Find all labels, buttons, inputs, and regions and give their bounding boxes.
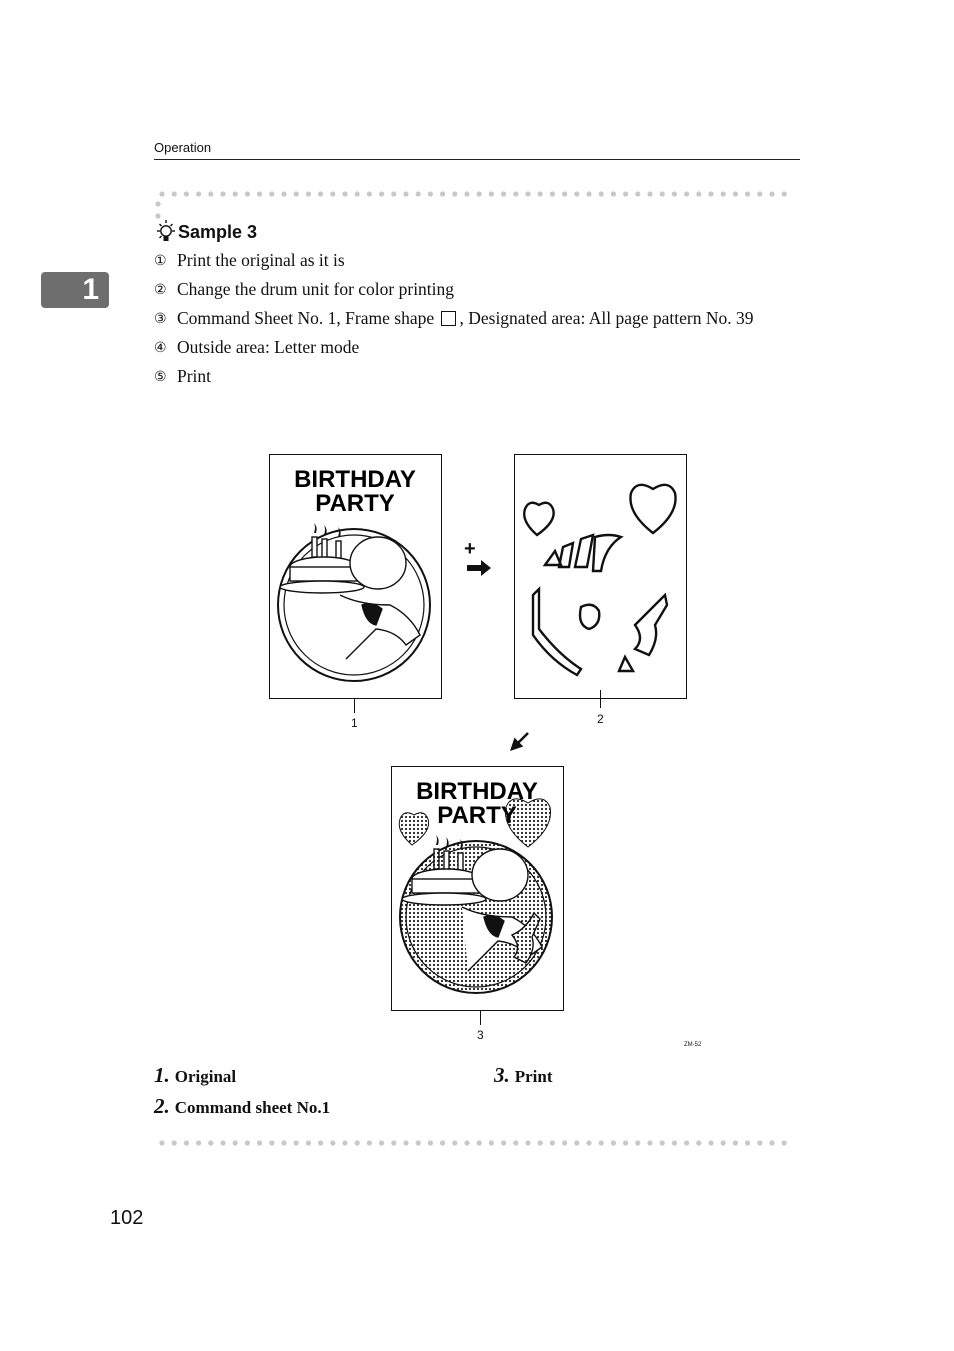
sample-title: Sample 3 <box>178 221 258 242</box>
step-number: ① <box>154 254 167 269</box>
step-number: ⑤ <box>154 370 167 385</box>
caption-number: 3. <box>494 1063 510 1087</box>
divider-dot <box>220 1140 225 1145</box>
poster-title-line1: BIRTHDAY <box>294 466 416 493</box>
step-number: ② <box>154 283 167 298</box>
section-label: Operation <box>154 140 212 155</box>
figure-label-3: 3 <box>477 1028 484 1042</box>
divider-dot <box>367 191 372 196</box>
divider-dot <box>550 191 555 196</box>
divider-dot <box>599 191 604 196</box>
original-poster <box>269 454 442 699</box>
plus-sign: + <box>464 538 476 560</box>
divider-dot <box>379 1140 384 1145</box>
divider-dot <box>342 1140 347 1145</box>
divider-dot <box>416 1140 421 1145</box>
step-text: Print the original as it is <box>177 250 345 270</box>
caption-text: Original <box>174 1067 237 1086</box>
step-text: Print <box>177 366 212 386</box>
divider-dot <box>403 191 408 196</box>
divider-dot <box>318 191 323 196</box>
divider-dot <box>562 191 567 196</box>
divider-dot <box>538 191 543 196</box>
divider-dot <box>660 191 665 196</box>
divider-dot <box>769 191 774 196</box>
print-result <box>391 766 564 1011</box>
divider-dot <box>586 1140 591 1145</box>
divider-dot <box>708 191 713 196</box>
step-item <box>154 366 800 388</box>
step-text: Change the drum unit for color printing <box>177 279 455 299</box>
divider-dot <box>745 191 750 196</box>
divider-dot <box>623 1140 628 1145</box>
divider-dot <box>708 1140 713 1145</box>
divider-dot <box>318 1140 323 1145</box>
label-leader <box>480 1011 481 1025</box>
step-number: ③ <box>154 312 167 327</box>
divider-dot <box>306 1140 311 1145</box>
step-text-part: , Designated area: All page pattern No. 39 <box>459 308 754 328</box>
divider-dot <box>257 191 262 196</box>
divider-dot <box>501 191 506 196</box>
divider-dot <box>757 1140 762 1145</box>
divider-dot <box>452 191 457 196</box>
divider-dot <box>184 191 189 196</box>
command-sheet-shapes <box>515 455 685 697</box>
divider-dot <box>428 191 433 196</box>
divider-dot <box>733 191 738 196</box>
divider-dot <box>428 1140 433 1145</box>
divider-dot <box>416 191 421 196</box>
frame-shape-square-icon <box>441 311 456 326</box>
divider-dot <box>391 191 396 196</box>
divider-dot <box>745 1140 750 1145</box>
step-text <box>177 308 800 330</box>
divider-dot <box>220 191 225 196</box>
arrow-right-icon <box>466 559 492 577</box>
caption-item <box>154 1063 236 1088</box>
divider-dot <box>574 1140 579 1145</box>
sample-heading <box>155 219 257 245</box>
label-leader <box>354 699 355 713</box>
divider-dot <box>525 1140 530 1145</box>
arrow-down-left-icon <box>510 731 530 751</box>
divider-dot <box>172 1140 177 1145</box>
divider-dot <box>635 191 640 196</box>
step-list <box>154 250 800 395</box>
caption-item <box>154 1094 330 1119</box>
divider-dot <box>281 1140 286 1145</box>
divider-dot <box>330 1140 335 1145</box>
caption-item <box>494 1063 553 1088</box>
step-item <box>154 279 800 301</box>
divider-dot <box>769 1140 774 1145</box>
figure-code: ZM-52 <box>684 1042 702 1048</box>
divider-dot <box>696 1140 701 1145</box>
step-item <box>154 250 800 272</box>
caption-number: 2. <box>154 1094 170 1118</box>
divider-dot <box>757 191 762 196</box>
figure-label-1: 1 <box>351 716 358 730</box>
divider-dot <box>733 1140 738 1145</box>
divider-dot <box>672 1140 677 1145</box>
divider-dot <box>233 1140 238 1145</box>
divider-dot <box>342 191 347 196</box>
divider-dot <box>233 191 238 196</box>
divider-dot <box>611 1140 616 1145</box>
divider-dot <box>489 191 494 196</box>
chapter-number: 1 <box>82 273 99 306</box>
divider-dot <box>452 1140 457 1145</box>
divider-dot <box>269 191 274 196</box>
divider-dot <box>281 191 286 196</box>
birthday-poster-art <box>270 455 440 697</box>
divider-dot <box>647 1140 652 1145</box>
top-dotted-divider <box>154 190 800 198</box>
divider-dot <box>501 1140 506 1145</box>
divider-dot <box>159 1140 164 1145</box>
divider-dot <box>306 191 311 196</box>
label-leader <box>600 690 601 708</box>
divider-dot <box>525 191 530 196</box>
divider-dot <box>294 1140 299 1145</box>
divider-dot <box>245 1140 250 1145</box>
divider-dot <box>721 1140 726 1145</box>
caption-text: Command sheet No.1 <box>174 1098 331 1117</box>
step-number: ④ <box>154 341 167 356</box>
divider-dot <box>196 1140 201 1145</box>
running-header <box>154 138 800 160</box>
divider-dot <box>379 191 384 196</box>
divider-dot <box>477 191 482 196</box>
divider-dot <box>647 191 652 196</box>
caption-text: Print <box>514 1067 553 1086</box>
divider-dot <box>367 1140 372 1145</box>
divider-dot <box>696 191 701 196</box>
divider-dot <box>782 1140 787 1145</box>
divider-dot <box>464 191 469 196</box>
divider-dot <box>257 1140 262 1145</box>
divider-dot <box>599 1140 604 1145</box>
divider-dot <box>208 1140 213 1145</box>
divider-dot <box>172 191 177 196</box>
divider-dot <box>660 1140 665 1145</box>
divider-dot <box>782 191 787 196</box>
divider-dot <box>684 191 689 196</box>
divider-dot <box>672 191 677 196</box>
step-text: Outside area: Letter mode <box>177 337 360 357</box>
divider-dot <box>623 191 628 196</box>
divider-dot <box>538 1140 543 1145</box>
divider-dot <box>611 191 616 196</box>
divider-dot <box>489 1140 494 1145</box>
divider-dot <box>721 191 726 196</box>
step-item <box>154 337 800 359</box>
step-item <box>154 308 800 330</box>
page-number: 102 <box>110 1207 144 1229</box>
divider-dot <box>513 1140 518 1145</box>
poster-title-line2: PARTY <box>437 802 517 829</box>
chapter-tab <box>41 272 109 308</box>
bottom-dotted-divider <box>154 1139 800 1147</box>
step-text-part: Command Sheet No. 1, Frame shape <box>177 308 435 328</box>
divider-dot <box>208 191 213 196</box>
divider-dot <box>355 191 360 196</box>
lightbulb-icon <box>155 219 177 245</box>
divider-dot <box>684 1140 689 1145</box>
printed-poster-art <box>392 767 562 1009</box>
divider-dot <box>196 191 201 196</box>
divider-dot <box>513 191 518 196</box>
divider-dot <box>269 1140 274 1145</box>
command-sheet <box>514 454 687 699</box>
caption-number: 1. <box>154 1063 170 1087</box>
divider-dot <box>355 1140 360 1145</box>
divider-dot <box>391 1140 396 1145</box>
poster-title-line1: BIRTHDAY <box>416 778 538 805</box>
divider-dot <box>574 191 579 196</box>
divider-dot <box>477 1140 482 1145</box>
divider-dot <box>562 1140 567 1145</box>
divider-dot <box>586 191 591 196</box>
poster-title-line2: PARTY <box>315 490 395 517</box>
divider-dot <box>330 191 335 196</box>
divider-dot <box>184 1140 189 1145</box>
divider-dot <box>550 1140 555 1145</box>
divider-dot <box>294 191 299 196</box>
divider-dot <box>245 191 250 196</box>
divider-dot <box>464 1140 469 1145</box>
divider-dot <box>440 191 445 196</box>
divider-dot <box>635 1140 640 1145</box>
divider-dot <box>440 1140 445 1145</box>
figure-label-2: 2 <box>597 712 604 726</box>
divider-dot <box>403 1140 408 1145</box>
